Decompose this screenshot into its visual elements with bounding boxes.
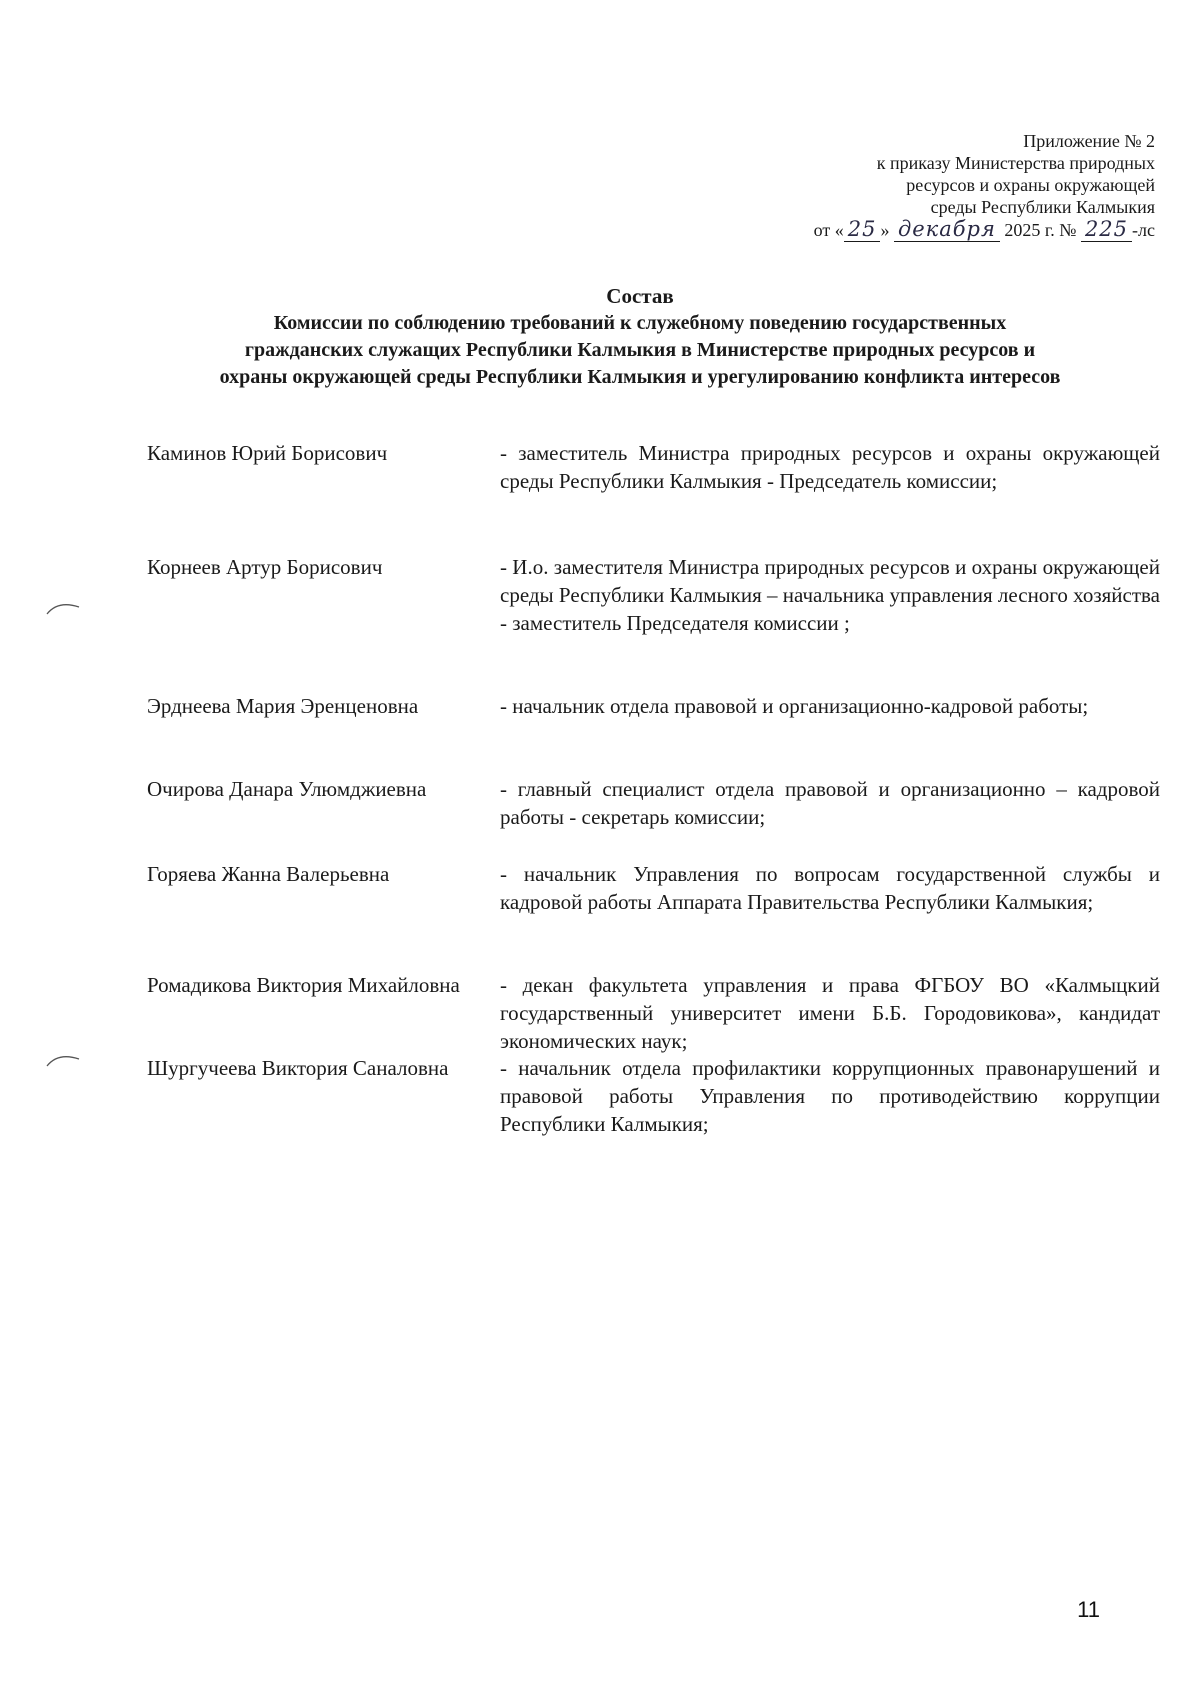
member-name: Каминов Юрий Борисович	[147, 441, 388, 465]
member-name: Горяева Жанна Валерьевна	[147, 862, 390, 886]
member-role: - главный специалист отдела правовой и организационно – кадровой работы - секретарь комиссии;	[500, 777, 1160, 829]
member-role: - начальник отдела правовой и организационно-кадровой работы;	[500, 694, 1089, 718]
margin-pencil-mark	[46, 598, 80, 616]
appendix-ministry-line: ресурсов и охраны окружающей	[906, 175, 1155, 195]
member-name: Корнеев Артур Борисович	[147, 555, 383, 579]
title-line-1: Комиссии по соблюдению требований к служебному поведению государственных	[273, 312, 1007, 334]
member-name: Шургучеева Виктория Саналовна	[147, 1056, 449, 1080]
member-role: - заместитель Министра природных ресурсов и охраны окружающей среды Республики Калмыкия - Председатель комиссии;	[500, 441, 1160, 493]
handwritten-day: 25	[844, 217, 881, 242]
member-role: - декан факультета управления и права ФГБОУ ВО «Калмыцкий государственный университет имени Б.Б. Городовикова», кандидат экономических наук;	[500, 973, 1160, 1053]
member-name: Ромадикова Виктория Михайловна	[147, 973, 460, 997]
date-year: 2025 г. №	[1004, 220, 1077, 240]
appendix-order-ref: к приказу Министерства природных	[876, 153, 1155, 173]
date-mid: »	[880, 220, 890, 240]
margin-pencil-mark	[46, 1050, 80, 1068]
date-prefix: от «	[813, 220, 844, 240]
appendix-republic-line: среды Республики Калмыкия	[930, 197, 1155, 217]
handwritten-order-number: 225	[1081, 217, 1132, 242]
member-role: - начальник Управления по вопросам государственной службы и кадровой работы Аппарата Правительства Республики Калмыкия;	[500, 862, 1160, 914]
title-heading: Состав	[606, 284, 674, 308]
appendix-date-line	[814, 218, 1155, 241]
appendix-label: Приложение № 2	[1023, 131, 1155, 151]
member-name: Очирова Данара Улюмджиевна	[147, 777, 427, 801]
member-role: - И.о. заместителя Министра природных ресурсов и охраны окружающей среды Республики Калмыкия – начальника управления лесного хозяйства - заместитель Председателя комиссии ;	[500, 555, 1160, 635]
document-title	[110, 283, 1170, 391]
title-line-3: охраны окружающей среды Республики Калмыкия и урегулированию конфликта интересов	[219, 366, 1061, 388]
appendix-header	[814, 130, 1155, 241]
member-role: - начальник отдела профилактики коррупционных правонарушений и правовой работы Управления по противодействию коррупции Республики Калмыкия;	[500, 1056, 1160, 1136]
member-name: Эрднеева Мария Эренценовна	[147, 694, 419, 718]
order-suffix: -лс	[1132, 220, 1155, 240]
handwritten-month: декабря	[894, 217, 1000, 242]
title-line-2: гражданских служащих Республики Калмыкия в Министерстве природных ресурсов и	[244, 339, 1036, 361]
page-number: 11	[1077, 1597, 1100, 1622]
